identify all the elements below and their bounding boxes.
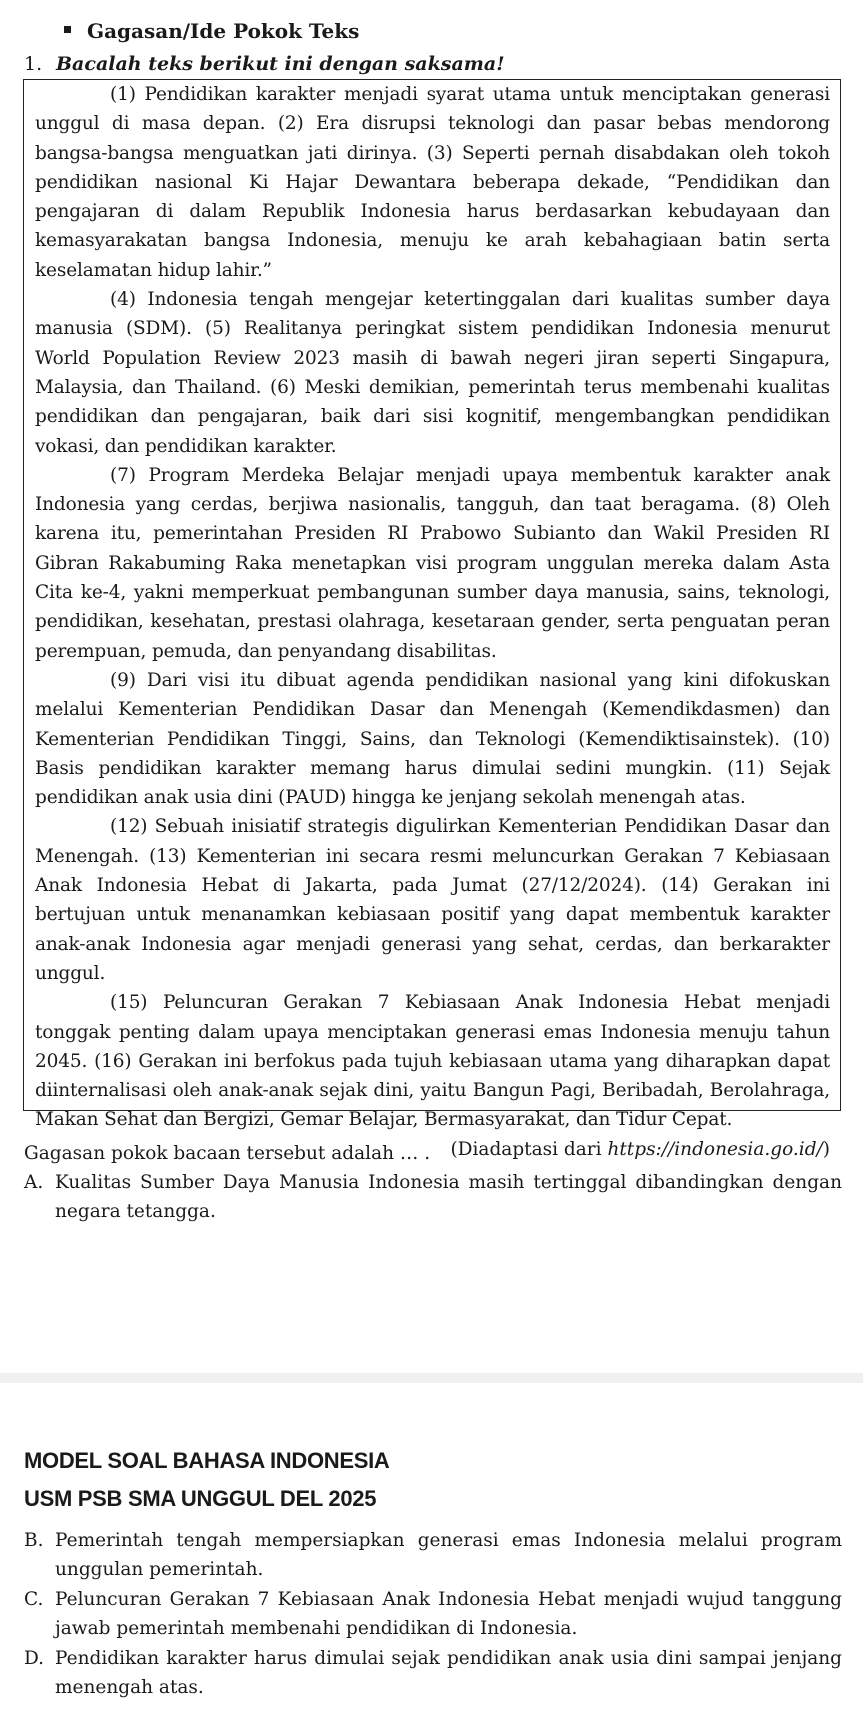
answer-option-c <box>24 1585 842 1643</box>
exam-program-title: USM PSB SMA UNGGUL DEL 2025 <box>24 1486 377 1511</box>
option-text: Pemerintah tengah mempersiapkan generasi emas Indonesia melalui program unggulan pemerintah. <box>55 1530 842 1580</box>
answer-option-d <box>24 1644 842 1702</box>
option-letter: D. <box>24 1648 45 1669</box>
option-text: Pendidikan karakter harus dimulai sejak pendidikan anak usia dini sampai jenjang menengah atas. <box>55 1648 842 1698</box>
option-letter: A. <box>24 1172 44 1193</box>
option-letter: B. <box>24 1530 44 1551</box>
passage-paragraph-1: (1) Pendidikan karakter menjadi syarat utama untuk menciptakan generasi unggul di masa depan. (2) Era disrupsi teknologi dan pasar bebas mendorong bangsa-bangsa menguatkan jati dirinya. (3) Seperti pernah disabdakan oleh tokoh pendidikan nasional Ki Hajar Dewantara beberapa dekade, “Pendidikan dan pengajaran di dalam Republik Indonesia harus berdasarkan kebudayaan dan kemasyarakatan bangsa Indonesia, menuju ke arah kebahagiaan batin serta keselamatan hidup lahir.” <box>35 84 830 281</box>
source-suffix: ) <box>822 1138 830 1160</box>
question-stem: Gagasan pokok bacaan tersebut adalah … . <box>24 1143 431 1164</box>
answer-option-b <box>24 1526 842 1584</box>
section-heading <box>64 18 359 44</box>
question-number: 1. <box>24 53 43 75</box>
passage-paragraph-4: (9) Dari visi itu dibuat agenda pendidikan nasional yang kini difokuskan melalui Kementerian Pendidikan Dasar dan Menengah (Kemendikdasmen) dan Kementerian Pendidikan Tinggi, Sains, dan Teknologi (Kemendiktisainstek). (10) Basis pendidikan karakter memang harus dimulai sedini mungkin. (11) Sejak pendidikan anak usia dini (PAUD) hingga ke jenjang sekolah menengah atas. <box>35 669 830 809</box>
square-bullet-icon <box>64 26 71 33</box>
option-text: Peluncuran Gerakan 7 Kebiasaan Anak Indonesia Hebat menjadi wujud tanggung jawab pemerintah membenahi pendidikan di Indonesia. <box>55 1589 842 1639</box>
exam-model-title: MODEL SOAL BAHASA INDONESIA <box>24 1448 390 1473</box>
answer-option-a <box>24 1168 842 1226</box>
passage-paragraph-2: (4) Indonesia tengah mengejar ketertinggalan dari kualitas sumber daya manusia (SDM). (5) Realitanya peringkat sistem pendidikan Indonesia menurut World Population Review 2023 masih di bawah negeri jiran seperti Singapura, Malaysia, dan Thailand. (6) Meski demikian, pemerintah terus membenahi kualitas pendidikan dan pengajaran, baik dari sisi kognitif, mengembangkan pendidikan vokasi, dan pendidikan karakter. <box>35 289 830 457</box>
source-prefix: (Diadaptasi dari <box>450 1138 608 1160</box>
page-break-separator <box>0 1373 863 1383</box>
option-text: Kualitas Sumber Daya Manusia Indonesia masih tertinggal dibandingkan dengan negara tetangga. <box>55 1172 842 1222</box>
passage-paragraph-3: (7) Program Merdeka Belajar menjadi upaya membentuk karakter anak Indonesia yang cerdas, berjiwa nasionalis, tangguh, dan taat beragama. (8) Oleh karena itu, pemerintahan Presiden RI Prabowo Subianto dan Wakil Presiden RI Gibran Rakabuming Raka menetapkan visi program unggulan mereka dalam Asta Cita ke-4, yakni memperkuat pembangunan sumber daya manusia, sains, teknologi, pendidikan, kesehatan, prestasi olahraga, kesetaraan gender, serta penguatan peran perempuan, pemuda, dan penyandang disabilitas. <box>35 464 830 662</box>
passage-paragraph-6: (15) Peluncuran Gerakan 7 Kebiasaan Anak Indonesia Hebat menjadi tonggak penting dalam upaya menciptakan generasi emas Indonesia menuju tahun 2045. (16) Gerakan ini berfokus pada tujuh kebiasaan utama yang diharapkan dapat diinternalisasi oleh anak-anak sejak dini, yaitu Bangun Pagi, Beribadah, Berolahraga, Makan Sehat dan Bergizi, Gemar Belajar, Bermasyarakat, dan Tidur Cepat. <box>35 992 830 1131</box>
question-instruction: Bacalah teks berikut ini dengan saksama! <box>56 53 505 75</box>
section-heading-text: Gagasan/Ide Pokok Teks <box>87 19 360 43</box>
passage-paragraph-5: (12) Sebuah inisiatif strategis digulirkan Kementerian Pendidikan Dasar dan Menengah. (13) Kementerian ini secara resmi meluncurkan Gerakan 7 Kebiasaan Anak Indonesia Hebat di Jakarta, pada Jumat (27/12/2024). (14) Gerakan ini bertujuan untuk menanamkan kebiasaan positif yang dapat membentuk karakter anak-anak Indonesia agar menjadi generasi yang sehat, cerdas, dan berkarakter unggul. <box>35 816 830 984</box>
source-url: https://indonesia.go.id/ <box>607 1138 823 1160</box>
option-letter: C. <box>24 1589 44 1610</box>
